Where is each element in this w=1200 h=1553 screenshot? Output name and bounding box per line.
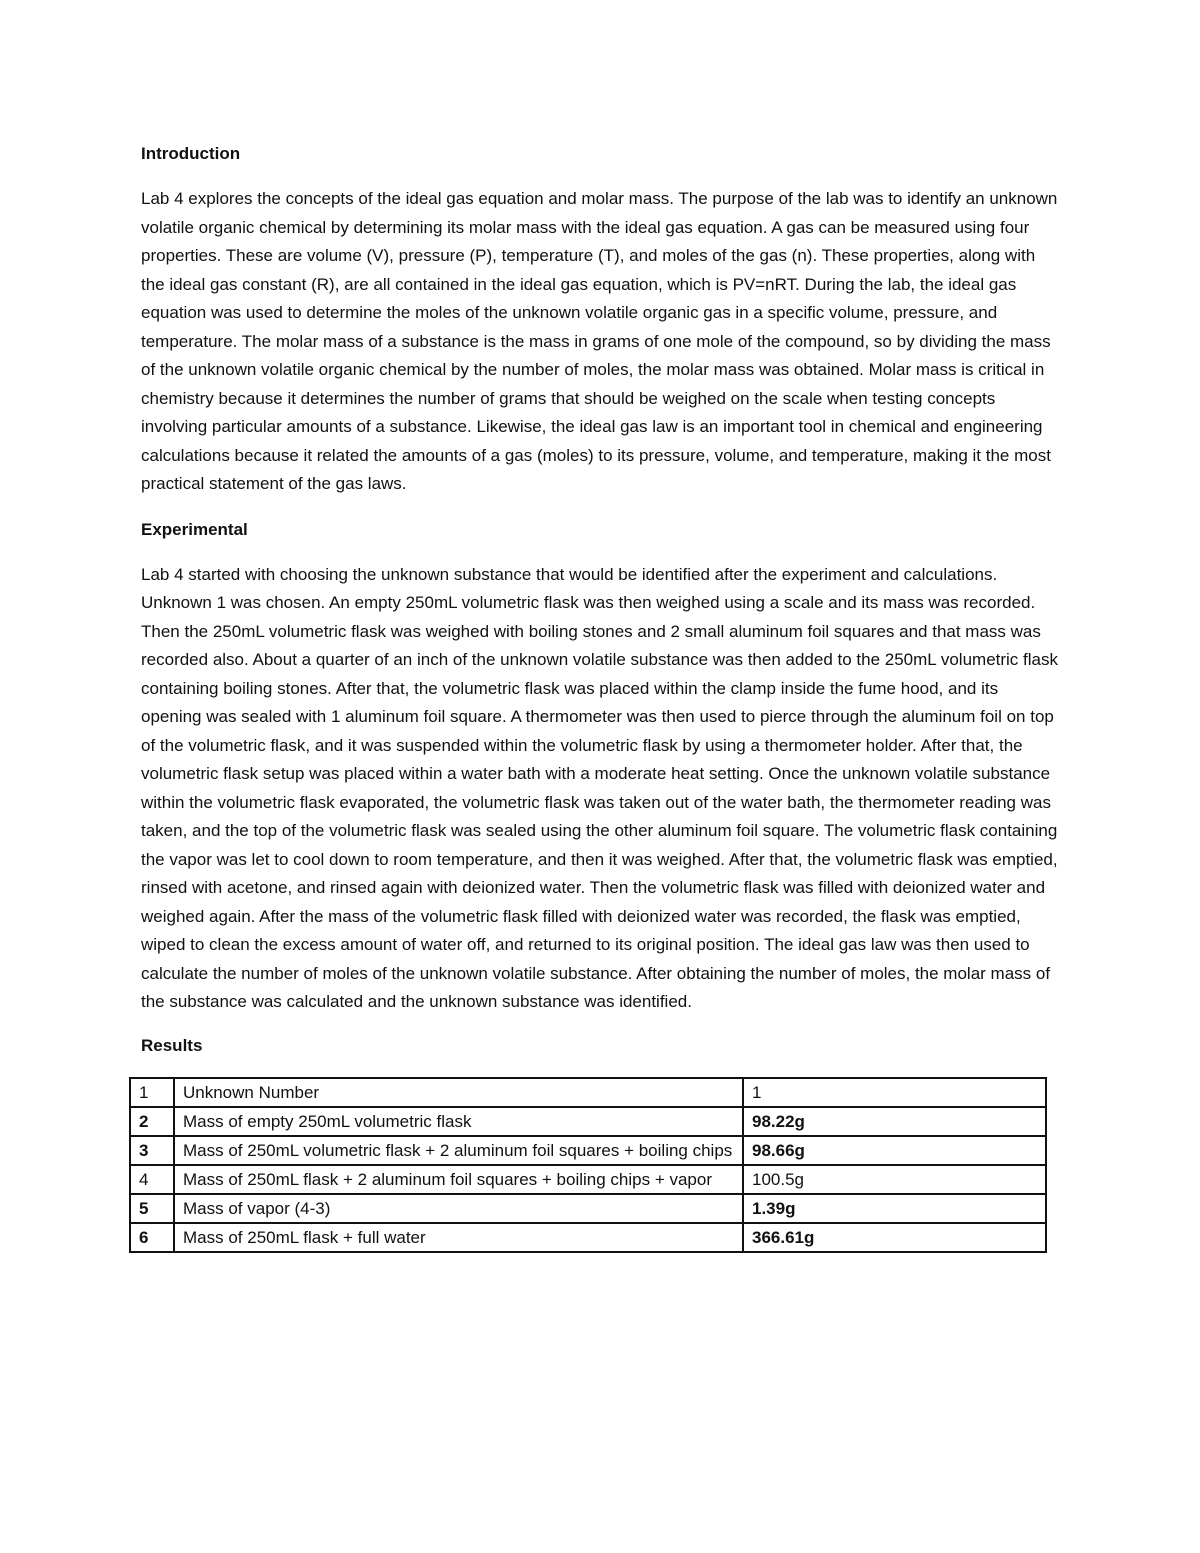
table-row bbox=[130, 1223, 1046, 1252]
row-value: 98.22g bbox=[743, 1107, 1046, 1136]
results-table bbox=[129, 1077, 1047, 1253]
experimental-heading: Experimental bbox=[141, 519, 248, 539]
row-label: Mass of 250mL flask + full water bbox=[174, 1223, 743, 1252]
table-row bbox=[130, 1107, 1046, 1136]
row-number: 1 bbox=[130, 1078, 174, 1107]
experimental-paragraph: Lab 4 started with choosing the unknown substance that would be identified after the experiment and calculations. Unknown 1 was chosen. An empty 250mL volumetric flask was then weighed using a scale and its mass was recorded. Then the 250mL volumetric flask was weighed with boiling stones and 2 small aluminum foil squares and that mass was recorded also. About a quarter of an inch of the unknown volatile substance was then added to the 250mL volumetric flask containing boiling stones. After that, the volumetric flask was placed within the clamp inside the fume hood, and its opening was sealed with 1 aluminum foil square. A thermometer was then used to pierce through the aluminum foil on top of the volumetric flask, and it was suspended within the volumetric flask by using a thermometer holder. After that, the volumetric flask setup was placed within a water bath with a moderate heat setting. Once the unknown volatile substance within the volumetric flask evaporated, the volumetric flask was taken out of the water bath, the thermometer reading was taken, and the top of the volumetric flask was sealed using the other aluminum foil square. The volumetric flask containing the vapor was let to cool down to room temperature, and then it was weighed. After that, the volumetric flask was emptied, rinsed with acetone, and rinsed again with deionized water. Then the volumetric flask was filled with deionized water and weighed again. After the mass of the volumetric flask filled with deionized water was recorded, the flask was emptied, wiped to clean the excess amount of water off, and returned to its original position. The ideal gas law was then used to calculate the number of moles of the unknown volatile substance. After obtaining the number of moles, the molar mass of the substance was calculated and the unknown substance was identified. bbox=[141, 564, 1058, 1011]
row-value: 1.39g bbox=[743, 1194, 1046, 1223]
row-number: 5 bbox=[130, 1194, 174, 1223]
table-row bbox=[130, 1078, 1046, 1107]
row-number: 4 bbox=[130, 1165, 174, 1194]
row-value: 1 bbox=[743, 1078, 1046, 1107]
row-label: Unknown Number bbox=[174, 1078, 743, 1107]
table-row bbox=[130, 1194, 1046, 1223]
results-heading: Results bbox=[141, 1035, 203, 1055]
document-page bbox=[141, 140, 1061, 1253]
row-label: Mass of 250mL volumetric flask + 2 aluminum foil squares + boiling chips bbox=[174, 1136, 743, 1165]
introduction-paragraph: Lab 4 explores the concepts of the ideal gas equation and molar mass. The purpose of the lab was to identify an unknown volatile organic chemical by determining its molar mass with the ideal gas equation. A gas can be measured using four properties. These are volume (V), pressure (P), temperature (T), and moles of the gas (n). These properties, along with the ideal gas constant (R), are all contained in the ideal gas equation, which is PV=nRT. During the lab, the ideal gas equation was used to determine the moles of the unknown volatile organic gas in a specific volume, pressure, and temperature. The molar mass of a substance is the mass in grams of one mole of the compound, so by dividing the mass of the unknown volatile organic chemical by the number of moles, the molar mass was obtained. Molar mass is critical in chemistry because it determines the number of grams that should be weighed on the scale when testing concepts involving particular amounts of a substance. Likewise, the ideal gas law is an important tool in chemical and engineering calculations because it related the amounts of a gas (moles) to its pressure, volume, and temperature, making it the most practical statement of the gas laws. bbox=[141, 189, 1058, 493]
row-value: 366.61g bbox=[743, 1223, 1046, 1252]
row-value: 98.66g bbox=[743, 1136, 1046, 1165]
row-label: Mass of vapor (4-3) bbox=[174, 1194, 743, 1223]
row-value: 100.5g bbox=[743, 1165, 1046, 1194]
introduction-heading: Introduction bbox=[141, 144, 241, 163]
row-number: 3 bbox=[130, 1136, 174, 1165]
row-number: 2 bbox=[130, 1107, 174, 1136]
row-label: Mass of 250mL flask + 2 aluminum foil squares + boiling chips + vapor bbox=[174, 1165, 743, 1194]
row-number: 6 bbox=[130, 1223, 174, 1252]
row-label: Mass of empty 250mL volumetric flask bbox=[174, 1107, 743, 1136]
table-row bbox=[130, 1165, 1046, 1194]
table-row bbox=[130, 1136, 1046, 1165]
